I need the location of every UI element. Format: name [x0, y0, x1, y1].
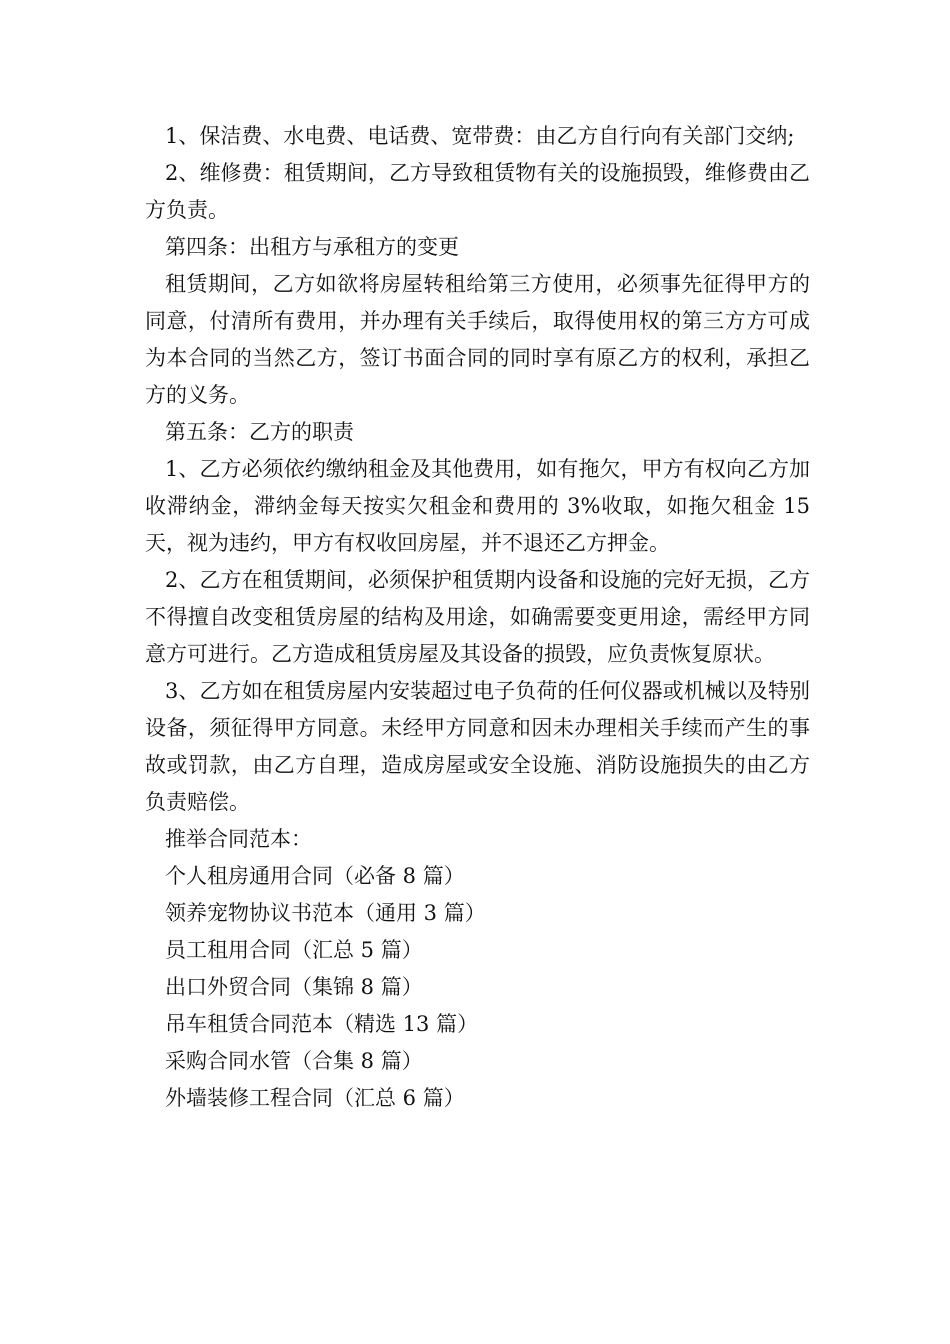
clause-sublease: 租赁期间，乙方如欲将房屋转租给第三方使用，必须事先征得甲方的同意，付清所有费用，并办理有关手续后，取得使用权的第三方方可成为本合同的当然乙方，签订书面合同的同时享有原乙方的权利，承担乙方的义务。 — [145, 272, 810, 407]
clause-facility-protection: 2、乙方在租赁期间，必须保护租赁期内设备和设施的完好无损，乙方不得擅自改变租赁房屋的结构及用途，如确需要变更用途，需经甲方同意方可进行。乙方造成租赁房屋及其设备的损毁，应负责恢复原状。 — [145, 568, 810, 666]
clause-rent-payment: 1、乙方必须依约缴纳租金及其他费用，如有拖欠，甲方有权向乙方加收滞纳金，滞纳金每天按实欠租金和费用的 3%收取，如拖欠租金 15 天，视为违约，甲方有权收回房屋，并不退还乙方押金。 — [145, 457, 810, 555]
clause-cleaning-utilities: 1、保洁费、水电费、电话费、宽带费：由乙方自行向有关部门交纳; — [165, 124, 795, 148]
document-body — [145, 118, 810, 1117]
recommend-link-1[interactable]: 个人租房通用合同（必备 8 篇） — [165, 864, 465, 888]
recommend-link-2[interactable]: 领养宠物协议书范本（通用 3 篇） — [165, 901, 486, 925]
recommend-link-7[interactable]: 外墙装修工程合同（汇总 6 篇） — [165, 1086, 465, 1110]
clause-maintenance-fee: 2、维修费：租赁期间，乙方导致租赁物有关的设施损毁，维修费由乙方负责。 — [145, 161, 810, 222]
clause-equipment-installation: 3、乙方如在租赁房屋内安装超过电子负荷的任何仪器或机械以及特别设备，须征得甲方同意。未经甲方同意和因未办理相关手续而产生的事故或罚款，由乙方自理，造成房屋或安全设施、消防设施损失的由乙方负责赔偿。 — [145, 679, 810, 814]
article-four-heading: 第四条：出租方与承租方的变更 — [165, 235, 459, 259]
recommend-link-6[interactable]: 采购合同水管（合集 8 篇） — [165, 1049, 423, 1073]
recommend-link-5[interactable]: 吊车租赁合同范本（精选 13 篇） — [165, 1012, 479, 1036]
recommend-heading: 推举合同范本： — [165, 827, 312, 851]
article-five-heading: 第五条：乙方的职责 — [165, 420, 354, 444]
recommend-link-3[interactable]: 员工租用合同（汇总 5 篇） — [165, 938, 423, 962]
recommend-link-4[interactable]: 出口外贸合同（集锦 8 篇） — [165, 975, 423, 999]
